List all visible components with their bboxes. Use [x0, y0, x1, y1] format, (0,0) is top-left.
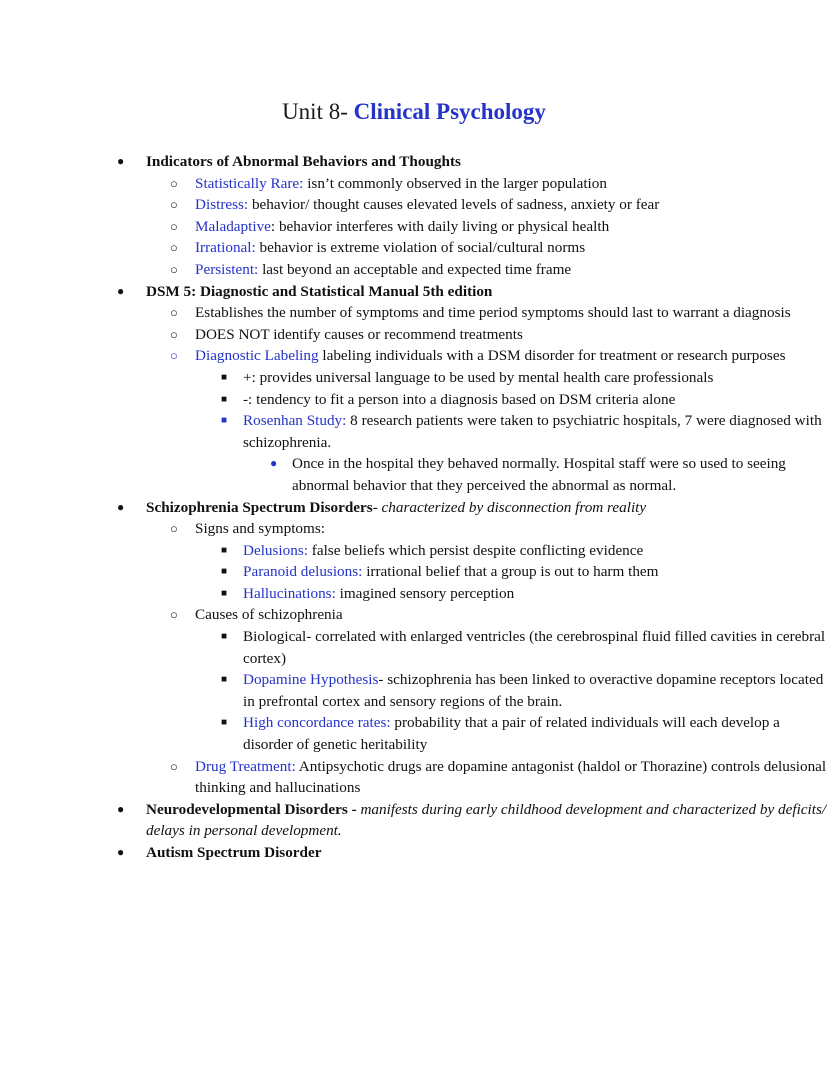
- list-item: [0, 540, 828, 562]
- definition: probability that a pair of related individuals will each develop a disorder of genetic heritability: [243, 714, 780, 754]
- section-heading: Autism Spectrum Disorder: [146, 844, 322, 861]
- heading-dash: -: [347, 800, 361, 818]
- square-bullet-icon: ■: [221, 631, 228, 643]
- circle-bullet-icon: ○: [170, 240, 178, 256]
- list-item: [0, 756, 828, 799]
- document-body: [0, 151, 828, 864]
- disc-bullet-icon: ●: [117, 801, 125, 816]
- circle-bullet-icon: ○: [170, 521, 178, 537]
- square-bullet-icon: ■: [221, 393, 228, 405]
- term: Maladaptive: [195, 217, 271, 235]
- definition: : behavior interferes with daily living or physical health: [270, 217, 610, 235]
- item-text: -: tendency to fit a person into a diagnosis based on DSM criteria alone: [243, 390, 676, 408]
- title-accent: Clinical Psychology: [353, 99, 546, 124]
- section-description: - characterized by disconnection from reality: [372, 498, 647, 516]
- item-text: Signs and symptoms:: [195, 520, 325, 538]
- definition: behavior/ thought causes elevated levels of sadness, anxiety or fear: [248, 196, 660, 214]
- term: Irrational:: [195, 239, 256, 257]
- term: Paranoid delusions:: [243, 563, 363, 581]
- square-bullet-icon: ■: [221, 587, 228, 599]
- definition: isn’t commonly observed in the larger population: [303, 174, 607, 192]
- page-title: [0, 96, 828, 128]
- definition: irrational belief that a group is out to harm them: [362, 563, 659, 581]
- list-item: [0, 497, 828, 519]
- list-item: [0, 345, 828, 367]
- term: Persistent:: [195, 260, 259, 278]
- list-item: [0, 216, 828, 238]
- list-item: [0, 712, 828, 755]
- section-heading: Neurodevelopmental Disorders: [146, 800, 348, 818]
- square-bullet-icon: ■: [221, 674, 228, 686]
- definition: 8 research patients were taken to psychiatric hospitals, 7 were diagnosed with schizophrenia.: [243, 412, 822, 451]
- definition: - schizophrenia has been linked to overactive dopamine receptors located in prefrontal cortex and sensory regions of the brain.: [243, 671, 824, 710]
- disc-bullet-icon: ●: [117, 154, 125, 168]
- term: Delusions:: [243, 541, 308, 559]
- circle-bullet-icon: ○: [170, 607, 178, 623]
- circle-bullet-icon: ○: [170, 175, 178, 191]
- item-text: Once in the hospital they behaved normally. Hospital staff were so used to seeing abnormal behavior that they perceived the abnormal as normal.: [292, 455, 786, 494]
- item-text: DOES NOT identify causes or recommend treatments: [195, 325, 523, 343]
- square-bullet-icon: ■: [221, 371, 228, 383]
- item-text: Establishes the number of symptoms and time period symptoms should last to warrant a diagnosis: [195, 304, 791, 322]
- definition: last beyond an acceptable and expected time frame: [258, 260, 572, 278]
- definition: false beliefs which persist despite conflicting evidence: [307, 541, 644, 559]
- list-item: [0, 324, 828, 346]
- list-item: [0, 173, 828, 195]
- list-item: [0, 367, 828, 389]
- term: Hallucinations:: [243, 584, 336, 602]
- disc-bullet-icon: ●: [117, 499, 125, 514]
- list-item: [0, 561, 828, 583]
- circle-bullet-icon: ○: [170, 218, 178, 234]
- definition: imagined sensory perception: [335, 584, 515, 602]
- section-heading: Indicators of Abnormal Behaviors and Thoughts: [146, 153, 461, 170]
- term: Distress:: [195, 196, 249, 214]
- disc-bullet-icon: ●: [270, 456, 278, 471]
- list-item: [0, 410, 828, 453]
- section-heading: DSM 5: Diagnostic and Statistical Manual 5th edition: [146, 282, 493, 300]
- term: Diagnostic Labeling: [195, 347, 319, 365]
- term: Dopamine Hypothesis: [243, 671, 379, 689]
- list-item: [0, 237, 828, 259]
- list-item: [0, 799, 828, 842]
- list-item: [0, 389, 828, 411]
- list-item: [0, 669, 828, 712]
- list-item: [0, 281, 828, 303]
- list-item: [0, 302, 828, 324]
- list-item: [0, 842, 828, 864]
- circle-bullet-icon: ○: [170, 348, 178, 364]
- list-item: [0, 194, 828, 216]
- term: Rosenhan Study:: [243, 412, 347, 430]
- definition: behavior is extreme violation of social/cultural norms: [255, 239, 586, 257]
- list-item: [0, 151, 828, 173]
- circle-bullet-icon: ○: [170, 197, 178, 213]
- circle-bullet-icon: ○: [170, 326, 178, 342]
- circle-bullet-icon: ○: [170, 261, 178, 277]
- item-text: Biological- correlated with enlarged ventricles (the cerebrospinal fluid filled cavities in cerebral cortex): [243, 628, 826, 667]
- circle-bullet-icon: ○: [170, 305, 178, 321]
- list-item: [0, 626, 828, 669]
- list-item: [0, 259, 828, 281]
- square-bullet-icon: ■: [221, 415, 228, 427]
- circle-bullet-icon: ○: [170, 758, 178, 774]
- item-text: Causes of schizophrenia: [195, 606, 343, 624]
- section-description: manifests during early childhood development and characterized by deficits/ delays in personal development.: [146, 800, 827, 840]
- term: Drug Treatment:: [195, 757, 296, 775]
- section-heading: Schizophrenia Spectrum Disorders: [146, 498, 373, 516]
- definition: labeling individuals with a DSM disorder for treatment or research purposes: [318, 347, 786, 365]
- disc-bullet-icon: ●: [117, 283, 125, 298]
- list-item: [0, 453, 828, 496]
- list-item: [0, 518, 828, 540]
- disc-bullet-icon: ●: [117, 845, 125, 859]
- title-prefix: Unit 8-: [282, 99, 354, 124]
- term: High concordance rates:: [243, 714, 391, 732]
- term: Statistically Rare:: [195, 174, 304, 192]
- square-bullet-icon: ■: [221, 566, 228, 578]
- list-item: [0, 604, 828, 626]
- square-bullet-icon: ■: [221, 717, 228, 729]
- definition: Antipsychotic drugs are dopamine antagonist (haldol or Thorazine) controls delusional thinking and hallucinations: [195, 757, 827, 797]
- item-text: +: provides universal language to be used by mental health care professionals: [243, 368, 714, 386]
- list-item: [0, 583, 828, 605]
- square-bullet-icon: ■: [221, 544, 228, 556]
